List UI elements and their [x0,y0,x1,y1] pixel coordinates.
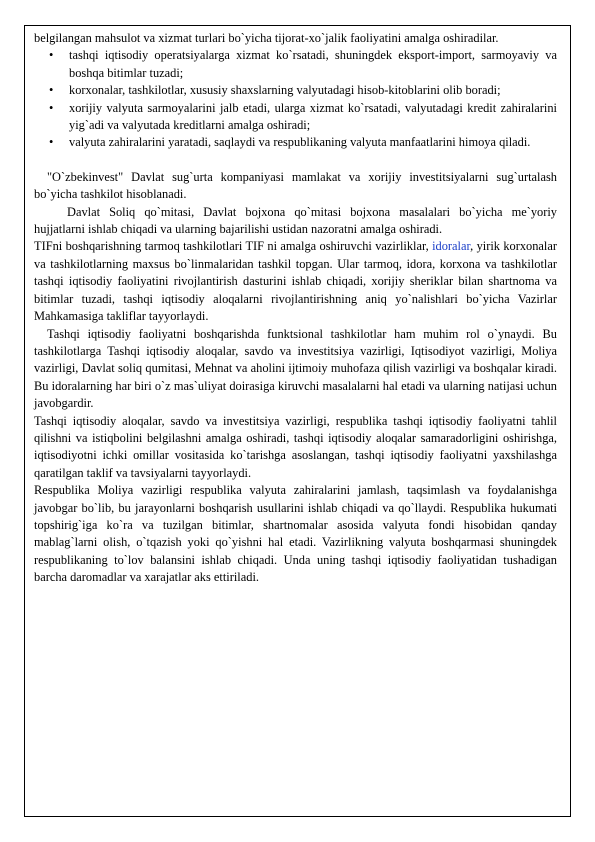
list-item [49,134,557,151]
bullet-icon: • [49,48,54,63]
bullet-list [34,47,557,151]
list-item-text: valyuta zahiralarini yaratadi, saqlaydi va respublikaning valyuta manfaatlarini himoya qiladi. [69,135,531,150]
paragraph-uzbekinvest: "O`zbekinvest" Davlat sug`urta kompaniyasi mamlakat va xorijiy investitsiyalarni sug`urtalash bo`yicha tashkilot hisoblanadi. [34,169,557,202]
list-item [49,82,557,99]
paragraph-tif [34,238,557,325]
bullet-icon: • [49,83,54,98]
bullet-icon: • [49,100,54,115]
list-item [49,100,557,135]
list-item [49,47,557,82]
paragraph-soliq: Davlat Soliq qo`mitasi, Davlat bojxona qo`mitasi bojxona masalalari bo`yicha me`yoriy hujjatlarni ishlab chiqadi va ularning bajarilishi ustidan nazoratni amalga oshiradi. [34,204,557,237]
paragraph-ministry-trade: Tashqi iqtisodiy aloqalar, savdo va investitsiya vazirligi, respublika tashqi iqtisodiy faoliyatni tahlil qilishni va istiqbolini belgilashni amalga oshiradi, tashqi iqtisodiy aloqalar samaradorligini oshirishga, iqtisodiyotni ichki omillar vositasida ko`tarishga asoslangan, tashqi iqtisodiy faoliyatni yaxshilashga qaratilgan taklif va tavsiyalarni tayyorlaydi. [34,413,557,480]
spacer [34,152,557,169]
list-item-text: korxonalar, tashkilotlar, xususiy shaxslarning valyutadagi hisob-kitoblarini olib boradi; [69,83,501,98]
idoralar-link[interactable]: idoralar [432,239,471,254]
bullet-icon: • [49,135,54,150]
list-item-text: xorijiy valyuta sarmoyalarini jalb etadi, ularga xizmat ko`rsatadi, valyutadagi kredit zahiralarini yig`adi va valyutada kreditlarni amalga oshiradi; [69,100,557,133]
list-item-text: tashqi iqtisodiy operatsiyalarga xizmat ko`rsatadi, shuningdek eksport-import, sarmoyaviy va boshqa bitimlar tuzadi; [69,48,557,80]
intro-paragraph: belgilangan mahsulot va xizmat turlari bo`yicha tijorat-xo`jalik faoliyatini amalga oshiradilar. [34,31,499,45]
paragraph-finance-ministry: Respublika Moliya vazirligi respublika valyuta zahiralarini jamlash, taqsimlash va foydalanishga javobgar bo`lib, bu jarayonlarni boshqarish usullarini ishlab chiqadi va qo`llaydi. Respublika hukumati topshirig`iga ko`ra va tuzilgan bitimlar, shartnomalar asosida valyuta fondi hisobidan qanday mablag`larni olish, o`tqazish yoki qo`yishni hal etadi. Vazirlikning valyuta boshqarmasi shuningdek respublikaning to`lov balansini ishlab chiqadi. Unda uning tashqi iqtisodiy faoliyatidan tushadigan barcha daromadlar va xarajatlar aks ettiriladi. [34,483,557,585]
paragraph-tif-text: TIFni boshqarishning tarmoq tashkilotlari TIF ni amalga oshiruvchi vazirliklar, [34,239,433,254]
paragraph-functional: Tashqi iqtisodiy faoliyatni boshqarishda funktsional tashkilotlar ham muhim rol o`ynaydi. Bu tashkilotlarga Tashqi iqtisodiy aloqalar, savdo va investitsiya vazirligi, Iqtisodiyot vazirligi, Moliya vazirligi, Davlat soliq qumitasi, Mehnat va aholini ijtimoiy muhofaza qilish vazirligi va boshqalar kiradi. Bu idoralarning har biri o`z mas`uliyat doirasiga kiruvchi masalalarni hal etadi va ularning natijasi uchun javobgardir. [34,326,557,411]
paragraph-tif-text-cont: , yirik korxonalar va tashkilotlarning maxsus bo`linmalaridan tashkil topgan. Ular tarmoq, idora, korxona va tashkilotlar tashqi iqtisodiy faoliyatini rivojlantirish dasturini ishlab chiqadi, xorijiy sheriklar bilan shartnoma va bitimlar tuzadi, tashqi iqtisodiy aloqalarni rivojlantirishning aniq yo`nalishlari bo`yicha Vazirlar Mahkamasiga takliflar tayyorlaydi. [34,239,558,324]
document-body [34,30,557,587]
